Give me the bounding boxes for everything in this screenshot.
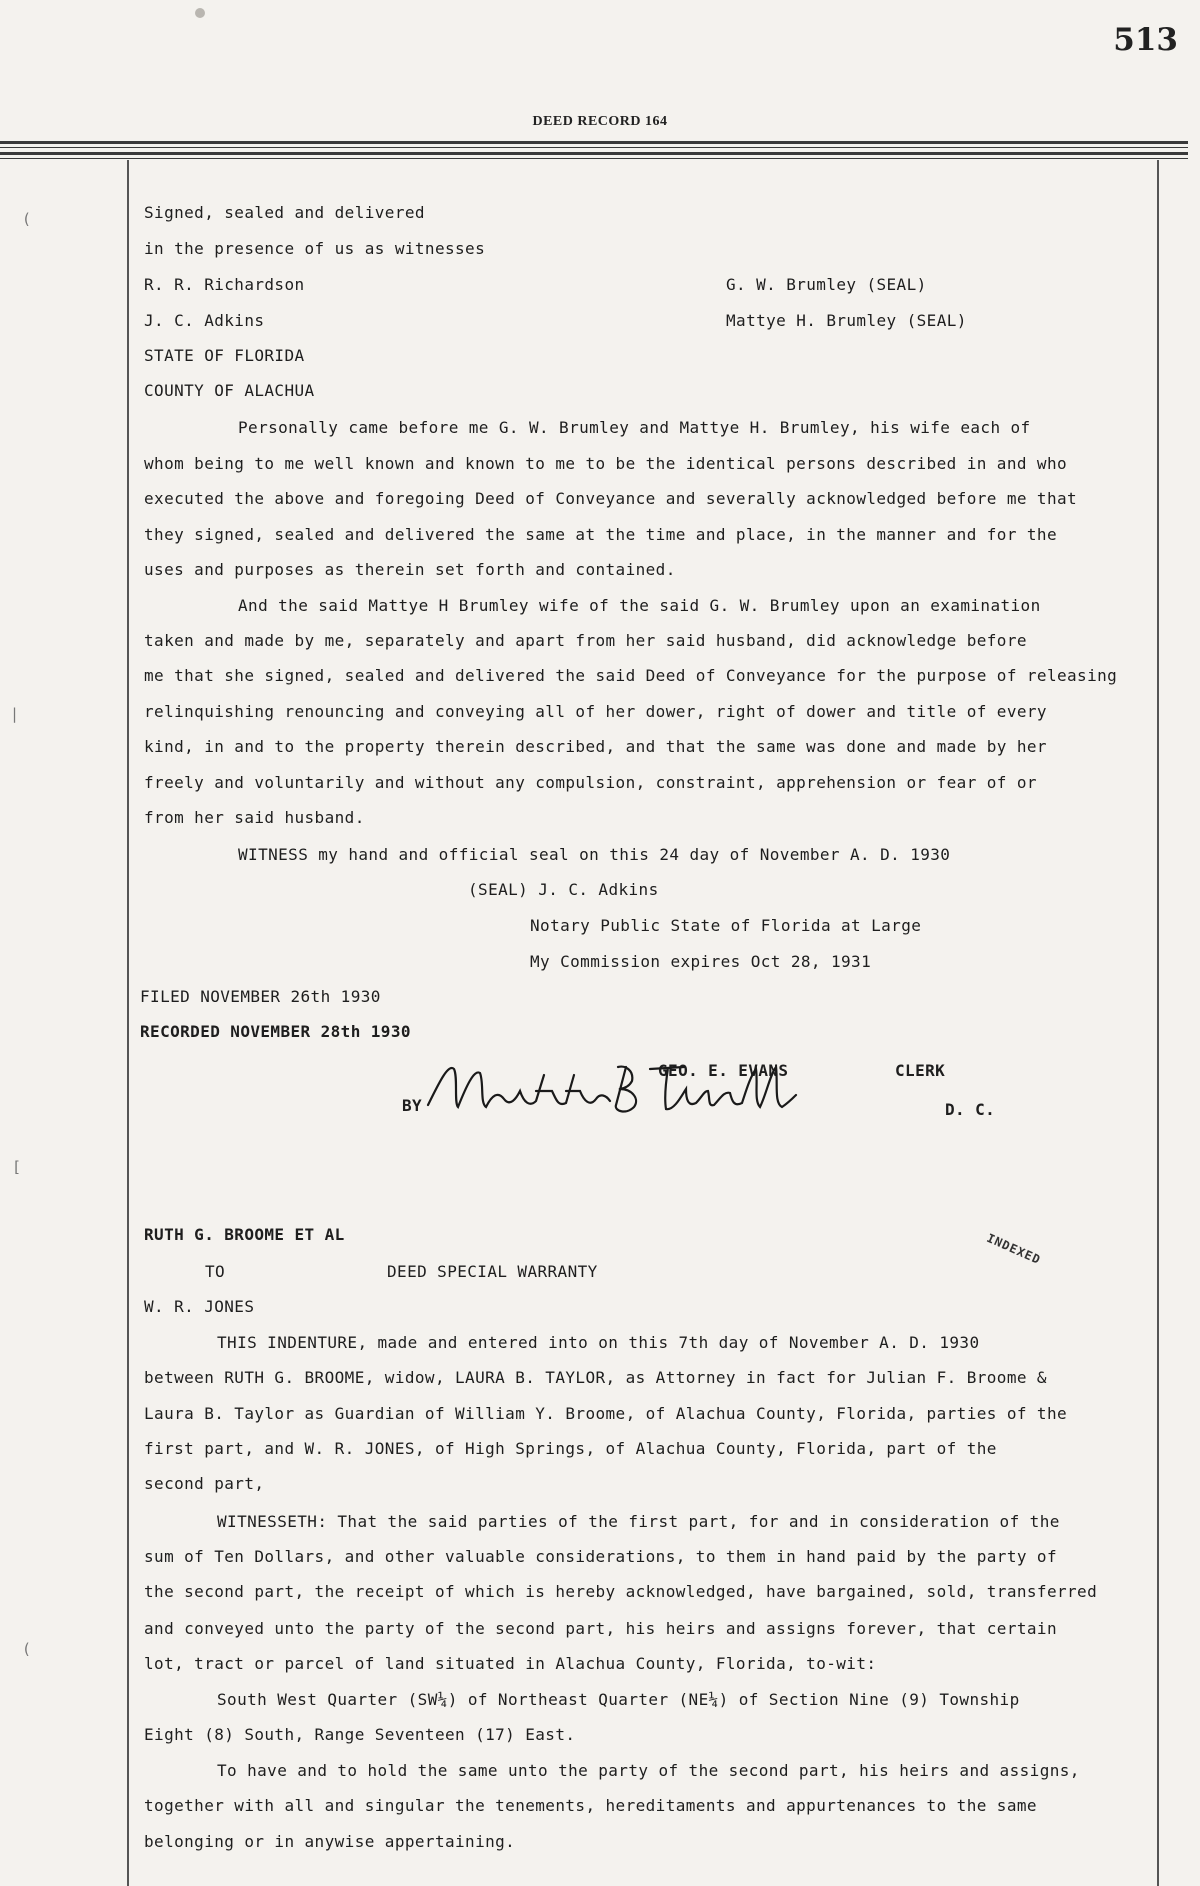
text-line: Laura B. Taylor as Guardian of William Y. Broome, of Alachua County, Florida, parties of the (144, 1404, 1068, 1423)
indexed-stamp: INDEXED (984, 1230, 1043, 1268)
notary-witness-line: WITNESS my hand and official seal on this 24 day of November A. D. 1930 (238, 845, 951, 864)
county-heading: COUNTY OF ALACHUA (144, 381, 315, 400)
text-line: together with all and singular the tenements, hereditaments and appurtenances to the same (144, 1796, 1037, 1815)
grantor-signature-1: G. W. Brumley (SEAL) (726, 275, 927, 294)
notary-commission-line: My Commission expires Oct 28, 1931 (530, 952, 872, 971)
clerk-name: GEO. E. EVANS (658, 1061, 789, 1080)
clerk-title: CLERK (895, 1061, 946, 1080)
second-deed-grantee: W. R. JONES (144, 1297, 255, 1316)
text-line: executed the above and foregoing Deed of Conveyance and severally acknowledged before me that (144, 489, 1078, 508)
notary-seal-line: (SEAL) J. C. Adkins (468, 880, 659, 899)
deputy-clerk-label: D. C. (945, 1100, 996, 1119)
text-line: they signed, sealed and delivered the same at the time and place, in the manner and for the (144, 525, 1057, 544)
margin-mark: ( (22, 1640, 32, 1658)
text-line: lot, tract or parcel of land situated in Alachua County, Florida, to-wit: (144, 1654, 877, 1673)
second-deed-type: DEED SPECIAL WARRANTY (387, 1262, 598, 1281)
second-deed-to: TO (205, 1262, 226, 1281)
text-line: first part, and W. R. JONES, of High Springs, of Alachua County, Florida, part of the (144, 1439, 997, 1458)
deputy-clerk-signature (420, 1055, 800, 1125)
witness-name-1: R. R. Richardson (144, 275, 305, 294)
text-line: And the said Mattye H Brumley wife of the said G. W. Brumley upon an examination (238, 596, 1041, 615)
witness-intro-line-1: Signed, sealed and delivered (144, 203, 425, 222)
header-rule (0, 141, 1188, 144)
header-rule (0, 147, 1188, 148)
margin-mark: [ (12, 1158, 22, 1176)
text-line: and conveyed unto the party of the second part, his heirs and assigns forever, that certain (144, 1619, 1057, 1638)
text-line: between RUTH G. BROOME, widow, LAURA B. TAYLOR, as Attorney in fact for Julian F. Broome & (144, 1368, 1047, 1387)
text-line: sum of Ten Dollars, and other valuable considerations, to them in hand paid by the party of (144, 1547, 1057, 1566)
notary-title-line: Notary Public State of Florida at Large (530, 916, 922, 935)
right-margin-rule (1157, 160, 1159, 1886)
text-line: the second part, the receipt of which is hereby acknowledged, have bargained, sold, transferred (144, 1582, 1098, 1601)
witness-name-2: J. C. Adkins (144, 311, 265, 330)
text-line: uses and purposes as therein set forth and contained. (144, 560, 676, 579)
page-number: 513 (1113, 22, 1178, 58)
text-line: belonging or in anywise appertaining. (144, 1832, 516, 1851)
record-header-title: DEED RECORD 164 (532, 114, 668, 129)
text-line: from her said husband. (144, 808, 365, 827)
text-line: Personally came before me G. W. Brumley and Mattye H. Brumley, his wife each of (238, 418, 1031, 437)
filed-date: FILED NOVEMBER 26th 1930 (140, 987, 381, 1006)
text-line: Eight (8) South, Range Seventeen (17) East. (144, 1725, 576, 1744)
margin-mark: ( (22, 210, 32, 228)
grantor-signature-2: Mattye H. Brumley (SEAL) (726, 311, 967, 330)
header-rule (0, 152, 1188, 155)
second-deed-grantor: RUTH G. BROOME ET AL (144, 1225, 345, 1244)
text-line: taken and made by me, separately and apart from her said husband, did acknowledge before (144, 631, 1027, 650)
text-line: kind, in and to the property therein described, and that the same was done and made by her (144, 737, 1047, 756)
state-heading: STATE OF FLORIDA (144, 346, 305, 365)
text-line: me that she signed, sealed and delivered the said Deed of Conveyance for the purpose of releasing (144, 666, 1118, 685)
margin-mark: | (10, 705, 20, 723)
punch-hole (195, 8, 205, 18)
recorded-date: RECORDED NOVEMBER 28th 1930 (140, 1022, 411, 1041)
left-margin-rule (127, 160, 129, 1886)
text-line: THIS INDENTURE, made and entered into on this 7th day of November A. D. 1930 (217, 1333, 980, 1352)
header-rule (0, 158, 1188, 159)
text-line: freely and voluntarily and without any compulsion, constraint, apprehension or fear of or (144, 773, 1037, 792)
text-line: South West Quarter (SW¼) of Northeast Quarter (NE¼) of Section Nine (9) Township (217, 1690, 1020, 1709)
text-line: second part, (144, 1474, 265, 1493)
text-line: relinquishing renouncing and conveying all of her dower, right of dower and title of every (144, 702, 1047, 721)
by-label: BY (402, 1096, 423, 1115)
text-line: To have and to hold the same unto the party of the second part, his heirs and assigns, (217, 1761, 1080, 1780)
text-line: whom being to me well known and known to me to be the identical persons described in and who (144, 454, 1068, 473)
text-line: WITNESSETH: That the said parties of the first part, for and in consideration of the (217, 1512, 1060, 1531)
witness-intro-line-2: in the presence of us as witnesses (144, 239, 486, 258)
